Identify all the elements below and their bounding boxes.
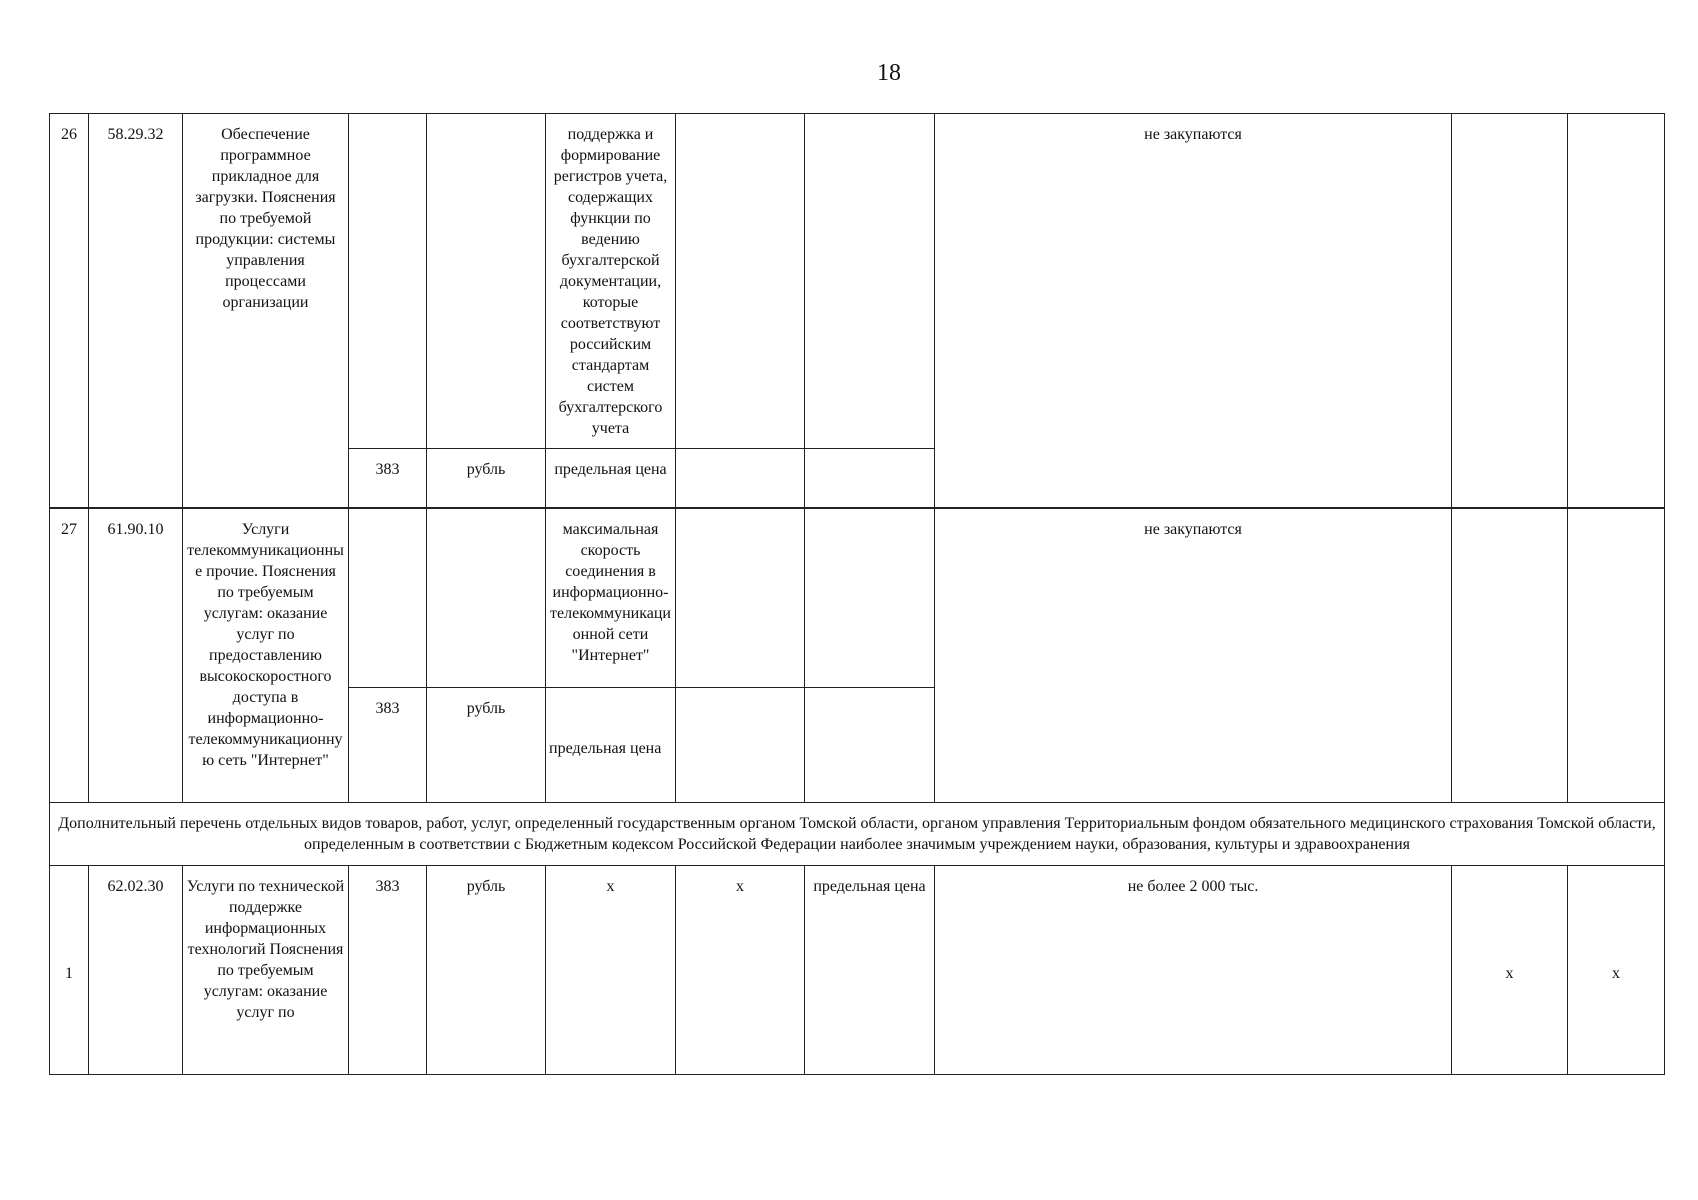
row-number: 27 [50,508,89,803]
empty-cell [676,449,805,509]
requirements-table [49,113,1665,1075]
characteristic-value: не более 2 000 тыс. [935,866,1452,1075]
mark-cell: х [676,866,805,1075]
mark-cell: х [546,866,676,1075]
item-name: Услуги телекоммуникационные прочие. Пояснения по требуемым услугам: оказание услуг по предоставлению высокоскоростного доступа в информационно-телекоммуникационную сеть "Интернет" [183,508,349,803]
empty-cell [676,688,805,803]
unit-name [427,508,546,688]
okpd2-code: 61.90.10 [89,508,183,803]
empty-cell [1452,508,1568,803]
empty-cell [805,688,935,803]
empty-cell [805,114,935,449]
characteristic: поддержка и формирование регистров учета, содержащих функции по ведению бухгалтерской документации, которые соответствуют российским стандартам систем бухгалтерского учета [546,114,676,449]
table-row-additional-1 [50,866,1665,1075]
okpd2-code: 58.29.32 [89,114,183,509]
section-header: Дополнительный перечень отдельных видов товаров, работ, услуг, определенный государственным органом Томской области, органом управления Территориальным фондом обязательного медицинского страхования Томской области, определенным в соответствии с Бюджетным кодексом Российской Федерации наиболее значимым учреждением науки, образования, культуры и здравоохранения [50,803,1665,866]
mark-cell: х [1452,866,1568,1075]
okei-code: 383 [349,688,427,803]
characteristic: предельная цена [546,449,676,509]
empty-cell [676,508,805,688]
empty-cell [805,508,935,688]
item-name: Обеспечение программное прикладное для загрузки. Пояснения по требуемой продукции: системы управления процессами организации [183,114,349,509]
okpd2-code: 62.02.30 [89,866,183,1075]
table-row-27 [50,508,1665,688]
unit-name: рубль [427,449,546,509]
empty-cell [805,449,935,509]
empty-cell [1568,114,1665,509]
unit-name: рубль [427,688,546,803]
okei-code [349,508,427,688]
okei-code [349,114,427,449]
unit-name [427,114,546,449]
characteristic: предельная цена [546,688,676,803]
table-row-26 [50,114,1665,449]
characteristic-value: не закупаются [935,508,1452,803]
okei-code: 383 [349,866,427,1075]
page-number: 18 [877,60,901,86]
characteristic-value: не закупаются [935,114,1452,509]
empty-cell [1452,114,1568,509]
characteristic: максимальная скорость соединения в информационно-телекоммуникационной сети "Интернет" [546,508,676,688]
mark-cell: х [1568,866,1665,1075]
characteristic: предельная цена [805,866,935,1075]
unit-name: рубль [427,866,546,1075]
row-number: 26 [50,114,89,509]
row-number: 1 [50,866,89,1075]
okei-code: 383 [349,449,427,509]
empty-cell [676,114,805,449]
item-name: Услуги по технической поддержке информационных технологий Пояснения по требуемым услугам: оказание услуг по [183,866,349,1075]
section-header-row [50,803,1665,866]
empty-cell [1568,508,1665,803]
